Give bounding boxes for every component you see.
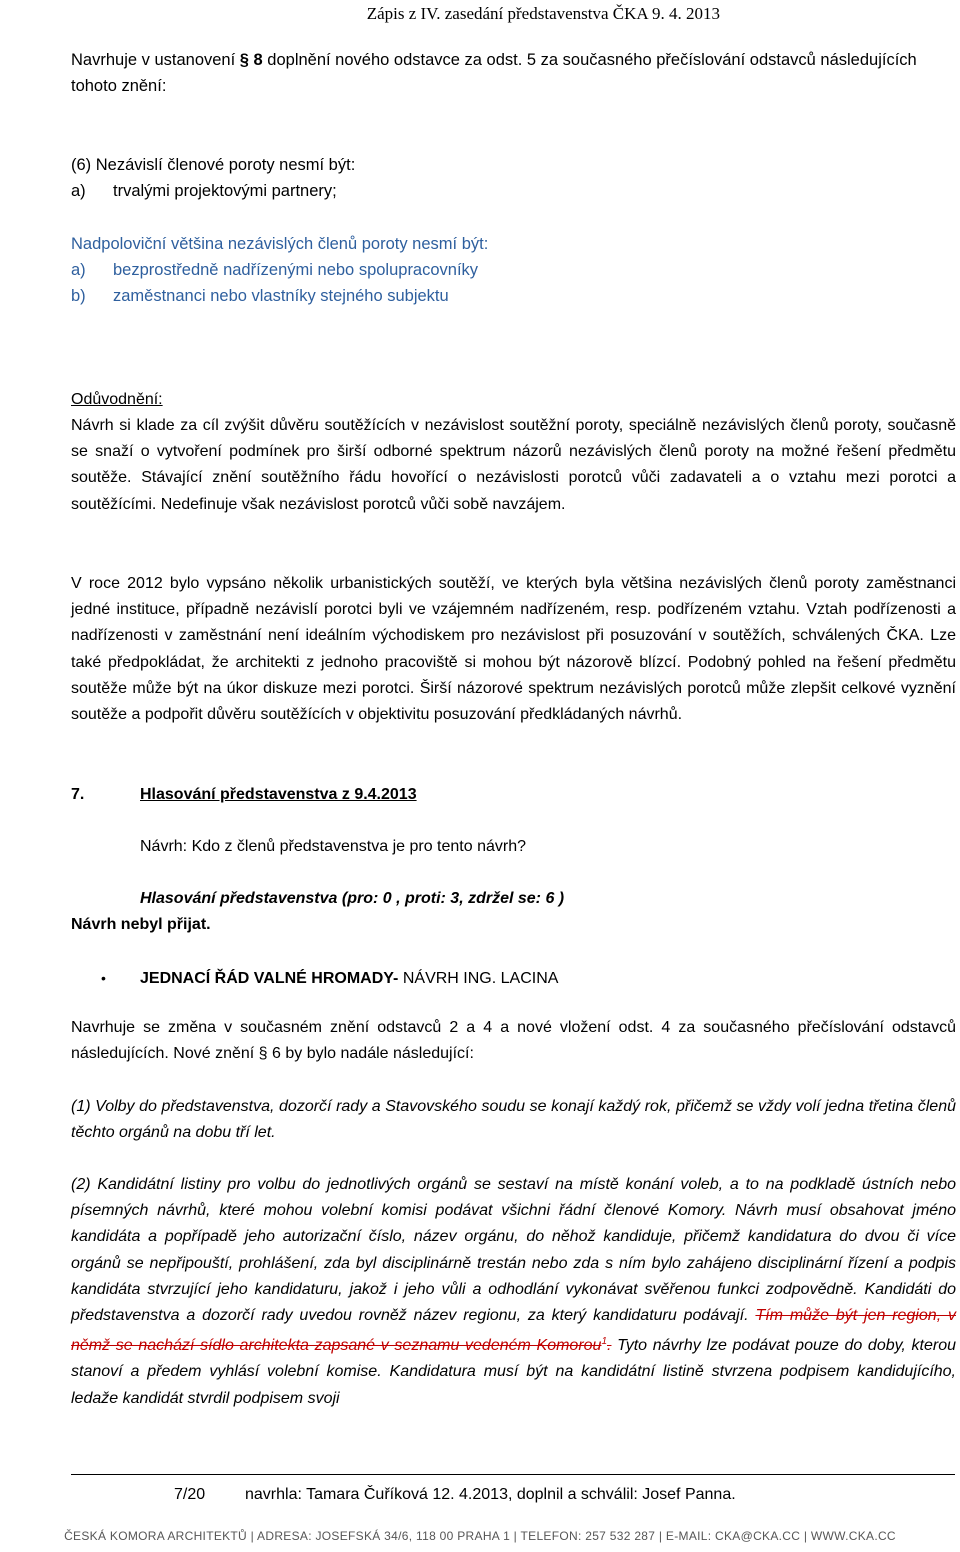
proposal-paragraph: Navrhuje se změna v současném znění odstavců 2 a 4 a nové vložení odst. 4 za současného přečíslování odstavců následujících. Nové znění § 6 by bylo nadále následující:	[71, 1019, 956, 1063]
footer-author: navrhla: Tamara Čuříková 12. 4.2013, doplnil a schválil: Josef Panna.	[245, 1486, 736, 1503]
footer-page-number: 7/20	[174, 1486, 206, 1503]
section-7-question: Návrh: Kdo z členů představenstva je pro tento návrh?	[140, 838, 526, 855]
intro-text-start: Navrhuje v ustanovení	[71, 51, 240, 69]
majority-item-b-marker: b)	[71, 287, 86, 305]
majority-item-a-marker: a)	[71, 261, 86, 279]
majority-item-b	[71, 283, 956, 309]
proposal-clause-2-struck: Tím může být jen region, v němž se nachází sídlo architekta zapsané v seznamu vedeném Komorou	[71, 1307, 957, 1355]
justification-paragraph-2: V roce 2012 bylo vypsáno několik urbanistických soutěží, ve kterých byla většina nezávislých členů poroty zaměstnanci jedné instituce, případně nezávislí porotci byli ve vzájemném nadřízeném, resp. podřízeném vztahu. Vztah podřízenosti a nadřízenosti v zaměstnání není ideálním východiskem pro nezávislost při posuzování v soutěžích, schválených ČKA. Lze také předpokládat, že architekti z jednoho pracoviště si mohou být názorově blízcí. Podobný pohled na řešení předmětu soutěže může být na úkor diskuze mezi porotci. Širší názorové spektrum nezávislých porotců může zlepšit celkové vyznění soutěže a podpořit důvěru soutěžících v objektivitu posuzování předkládaných návrhů.	[71, 575, 956, 724]
section-7-vote: Hlasování představenstva (pro: 0 , proti: 3, zdržel se: 6 )	[140, 890, 565, 907]
majority-item-a-text: bezprostředně nadřízenými nebo spolupracovníky	[113, 261, 479, 279]
proposal-clause-1: (1) Volby do představenstva, dozorčí rady a Stavovského soudu se konají každý rok, přičemž se vždy volí jedna třetina členů těchto orgánů na dobu tří let.	[71, 1098, 956, 1142]
section-7-title: Hlasování představenstva z 9.4.2013	[140, 786, 417, 803]
section-7-number: 7.	[71, 786, 85, 803]
clause-6-item-a	[71, 178, 956, 204]
proposal-clause-2-text: (2) Kandidátní listiny pro volbu do jednotlivých orgánů se sestaví na místě konání voleb, a to na podkladě ústních nebo písemných návrhů, které mohou volební komisi podávat všichni řádní členové Komory. Návrh musí obsahovat jméno kandidáta a popřípadě jeho autorizační číslo, název orgánu, do něhož kandiduje, přičemž kandidatura do dvou či více orgánů se nepřipouští, prohlášení, zda byl disciplinárně trestán nebo zda s ním bylo zahájeno disciplinární řízení a podpis kandidáta stvrzující jeho kandidaturu, jakož i jeho vůli a odhodlání vykonávat svěřenou funkci zodpovědně. Kandidáti do představenstva a dozorčí rady uvedou rovněž název regionu, za který kandidaturu podávají.	[71, 1176, 956, 1325]
proposal-clause-2-struck-dot: .	[607, 1337, 612, 1355]
clause-6-item-a-marker: a)	[71, 182, 86, 200]
majority-item-a	[71, 257, 956, 283]
page-header-title: Zápis z IV. zasedání představenstva ČKA 9. 4. 2013	[366, 4, 720, 23]
intro-text-end: doplnění nového odstavce za odst. 5 za současného přečíslování odstavců následujících tohoto znění:	[71, 51, 917, 95]
footer-divider	[71, 1474, 955, 1475]
intro-paragraph	[71, 47, 956, 99]
clause-6-title: (6) Nezávislí členové poroty nesmí být:	[71, 156, 356, 174]
footer-address: ČESKÁ KOMORA ARCHITEKTŮ | ADRESA: JOSEFSKÁ 34/6, 118 00 PRAHA 1 | TELEFON: 257 532 287 | E-MAIL: CKA@CKA.CC | WWW.CKA.CC	[64, 1529, 896, 1543]
bullet-dot: •	[101, 970, 106, 986]
proposal-clause-2-continuation: Tyto návrhy lze podávat pouze do doby, kterou stanoví a předem vyhlásí volební komise. Kandidatura musí být na kandidátní listině stvrzena podpisem kandidujícího, ledaže kandidát stvrdil podpisem svoji	[71, 1337, 957, 1407]
bullet-heading	[71, 965, 956, 992]
justification-heading-text: Odůvodnění:	[71, 391, 163, 408]
bullet-heading-bold: JEDNACÍ ŘÁD VALNÉ HROMADY-	[140, 970, 399, 987]
justification-paragraph-1: Návrh si klade za cíl zvýšit důvěru soutěžících v nezávislost soutěžní poroty, speciálně nezávislých členů poroty, současně se snaží o vytvoření podmínek pro širší odborné spektrum názorů nezávislých členů poroty na možné řešení předmětu soutěže. Stávající znění soutěžního řádu hovořící o nezávislosti porotců vůči zadavateli a o vztahu mezi porotci a soutěžícími. Nedefinuje však nezávislost porotců vůči sobě navzájem.	[71, 417, 956, 513]
section-7-heading	[71, 782, 956, 808]
majority-line: Nadpoloviční většina nezávislých členů poroty nesmí být:	[71, 235, 489, 253]
section-7-result: Návrh nebyl přijat.	[71, 916, 211, 933]
justification-heading	[71, 387, 956, 413]
clause-6-item-a-text: trvalými projektovými partnery;	[113, 182, 337, 200]
bullet-heading-normal: NÁVRH ING. LACINA	[398, 970, 559, 987]
majority-item-b-text: zaměstnanci nebo vlastníky stejného subjektu	[113, 287, 449, 305]
footnote-ref: 1	[601, 1336, 608, 1348]
proposal-clause-2	[71, 1172, 956, 1412]
intro-paragraph-ref: § 8	[239, 51, 263, 69]
